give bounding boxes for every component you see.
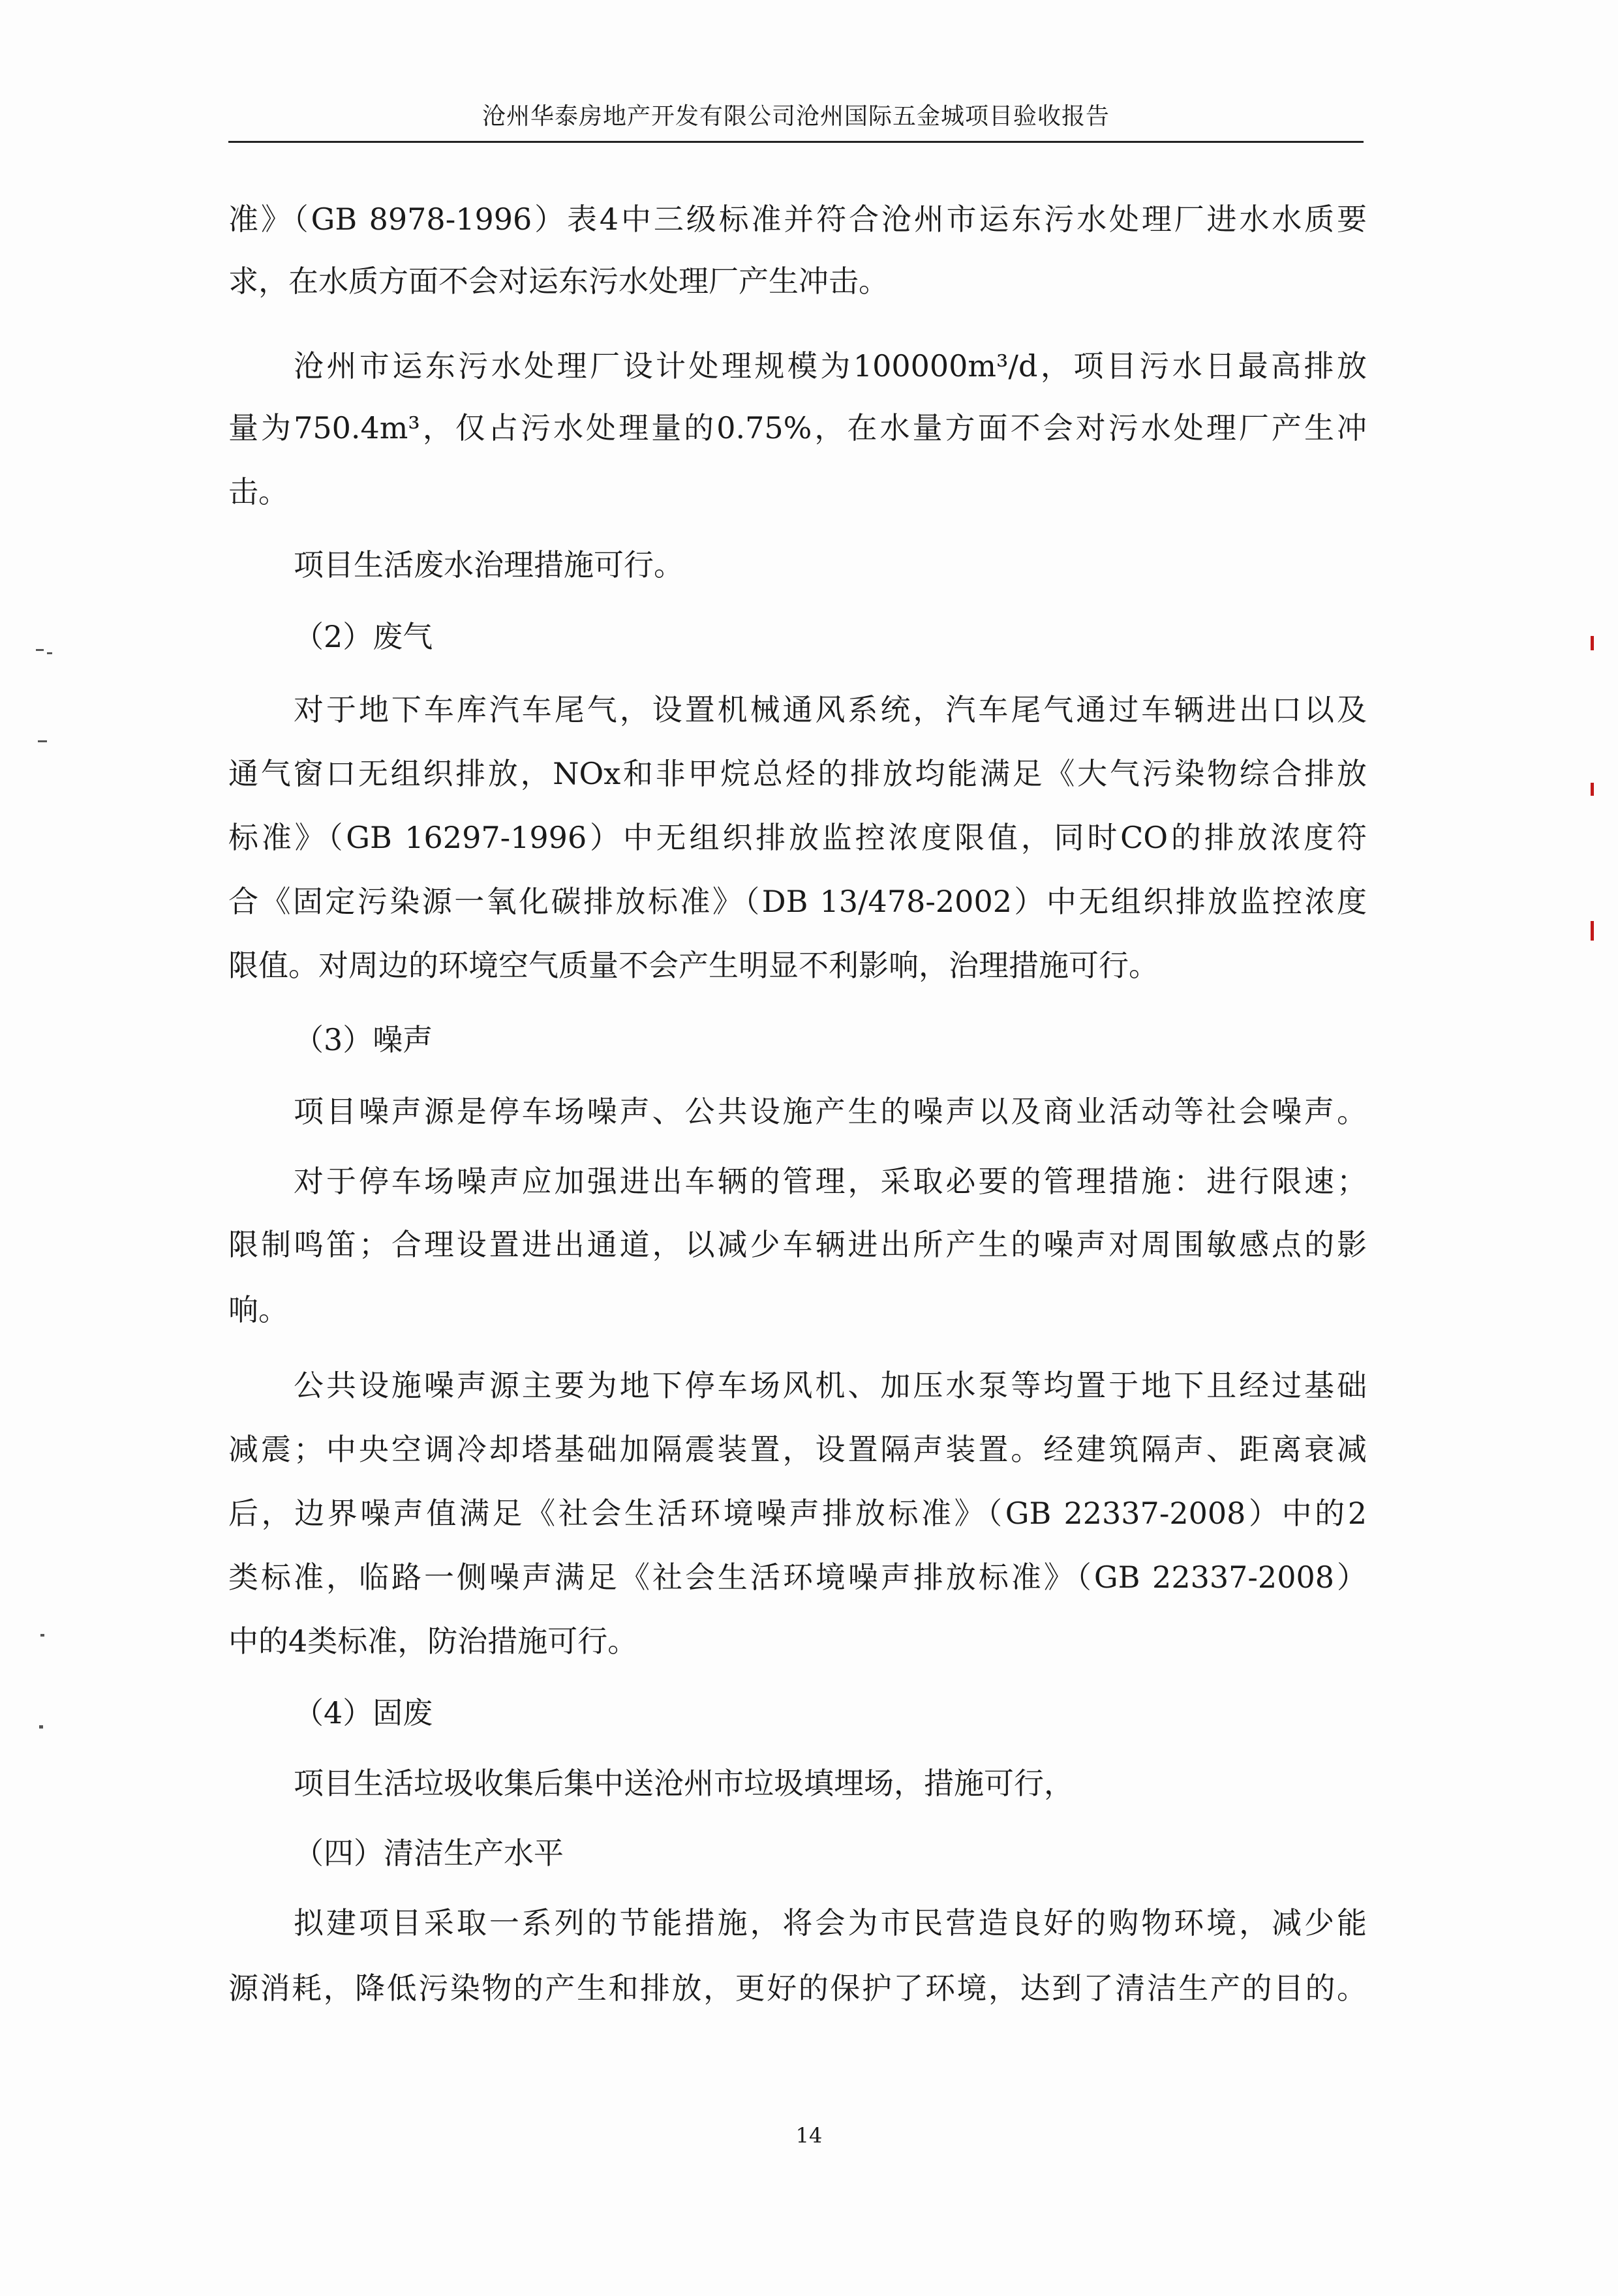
scan-artifact <box>38 740 47 742</box>
scan-artifact <box>47 652 52 654</box>
paragraph-line: 沧州市运东污水处理厂设计处理规模为100000m³/d，项目污水日最高排放 <box>294 348 1367 384</box>
paragraph-line: 对于地下车库汽车尾气，设置机械通风系统，汽车尾气通过车辆进出口以及 <box>294 692 1367 727</box>
paragraph-line: 响。 <box>228 1292 288 1327</box>
paragraph-line: 合《固定污染源一氧化碳排放标准》（DB 13/478-2002）中无组织排放监控浓度 <box>228 884 1367 919</box>
paragraph-line: 标准》（GB 16297-1996）中无组织排放监控浓度限值，同时CO的排放浓度符 <box>228 820 1367 855</box>
section-heading-solid-waste: （4）固废 <box>294 1695 433 1730</box>
paragraph-line: 后，边界噪声值满足《社会生活环境噪声排放标准》（GB 22337-2008）中的2 <box>228 1496 1367 1531</box>
running-header: 沧州华泰房地产开发有限公司沧州国际五金城项目验收报告 <box>481 103 1110 130</box>
paragraph-line: 限制鸣笛；合理设置进出通道，以减少车辆进出所产生的噪声对周围敏感点的影 <box>228 1227 1367 1262</box>
paragraph-line: 对于停车场噪声应加强进出车辆的管理，采取必要的管理措施：进行限速； <box>294 1164 1367 1199</box>
paragraph-line: 准》（GB 8978-1996）表4中三级标准并符合沧州市运东污水处理厂进水水质要 <box>228 202 1367 237</box>
paragraph-line: 通气窗口无组织排放，NOx和非甲烷总烃的排放均能满足《大气污染物综合排放 <box>228 756 1367 791</box>
scan-artifact <box>36 649 44 651</box>
scan-artifact <box>1591 783 1594 796</box>
paragraph-line: 项目生活废水治理措施可行。 <box>294 547 684 582</box>
scan-artifact <box>39 1725 43 1729</box>
scan-artifact <box>1591 921 1594 941</box>
paragraph-line: 公共设施噪声源主要为地下停车场风机、加压水泵等均置于地下且经过基础 <box>294 1368 1367 1403</box>
paragraph-line: 限值。对周边的环境空气质量不会产生明显不利影响，治理措施可行。 <box>228 948 1159 983</box>
paragraph-line: 项目噪声源是停车场噪声、公共设施产生的噪声以及商业活动等社会噪声。 <box>294 1094 1367 1129</box>
section-heading-noise: （3）噪声 <box>294 1022 433 1057</box>
paragraph-line: 项目生活垃圾收集后集中送沧州市垃圾填埋场，措施可行， <box>294 1766 1074 1801</box>
paragraph-line: 拟建项目采取一系列的节能措施，将会为市民营造良好的购物环境，减少能 <box>294 1905 1367 1941</box>
header-rule <box>228 141 1364 143</box>
section-heading-waste-gas: （2）废气 <box>294 619 433 654</box>
paragraph-line: 中的4类标准，防治措施可行。 <box>228 1624 638 1659</box>
scan-artifact <box>40 1634 44 1637</box>
paragraph-line: 类标准，临路一侧噪声满足《社会生活环境噪声排放标准》（GB 22337-2008） <box>228 1560 1367 1595</box>
paragraph-line: 量为750.4m³，仅占污水处理量的0.75%，在水量方面不会对污水处理厂产生冲 <box>228 410 1367 446</box>
paragraph-line: 源消耗，降低污染物的产生和排放，更好的保护了环境，达到了清洁生产的目的。 <box>228 1971 1367 2006</box>
scan-artifact <box>1591 636 1594 650</box>
paragraph-line: 击。 <box>228 474 288 509</box>
page-number: 14 <box>795 2123 823 2148</box>
section-heading-clean-production: （四）清洁生产水平 <box>294 1835 564 1871</box>
paragraph-line: 求，在水质方面不会对运东污水处理厂产生冲击。 <box>228 264 889 299</box>
paragraph-line: 减震；中央空调冷却塔基础加隔震装置，设置隔声装置。经建筑隔声、距离衰减 <box>228 1432 1367 1467</box>
